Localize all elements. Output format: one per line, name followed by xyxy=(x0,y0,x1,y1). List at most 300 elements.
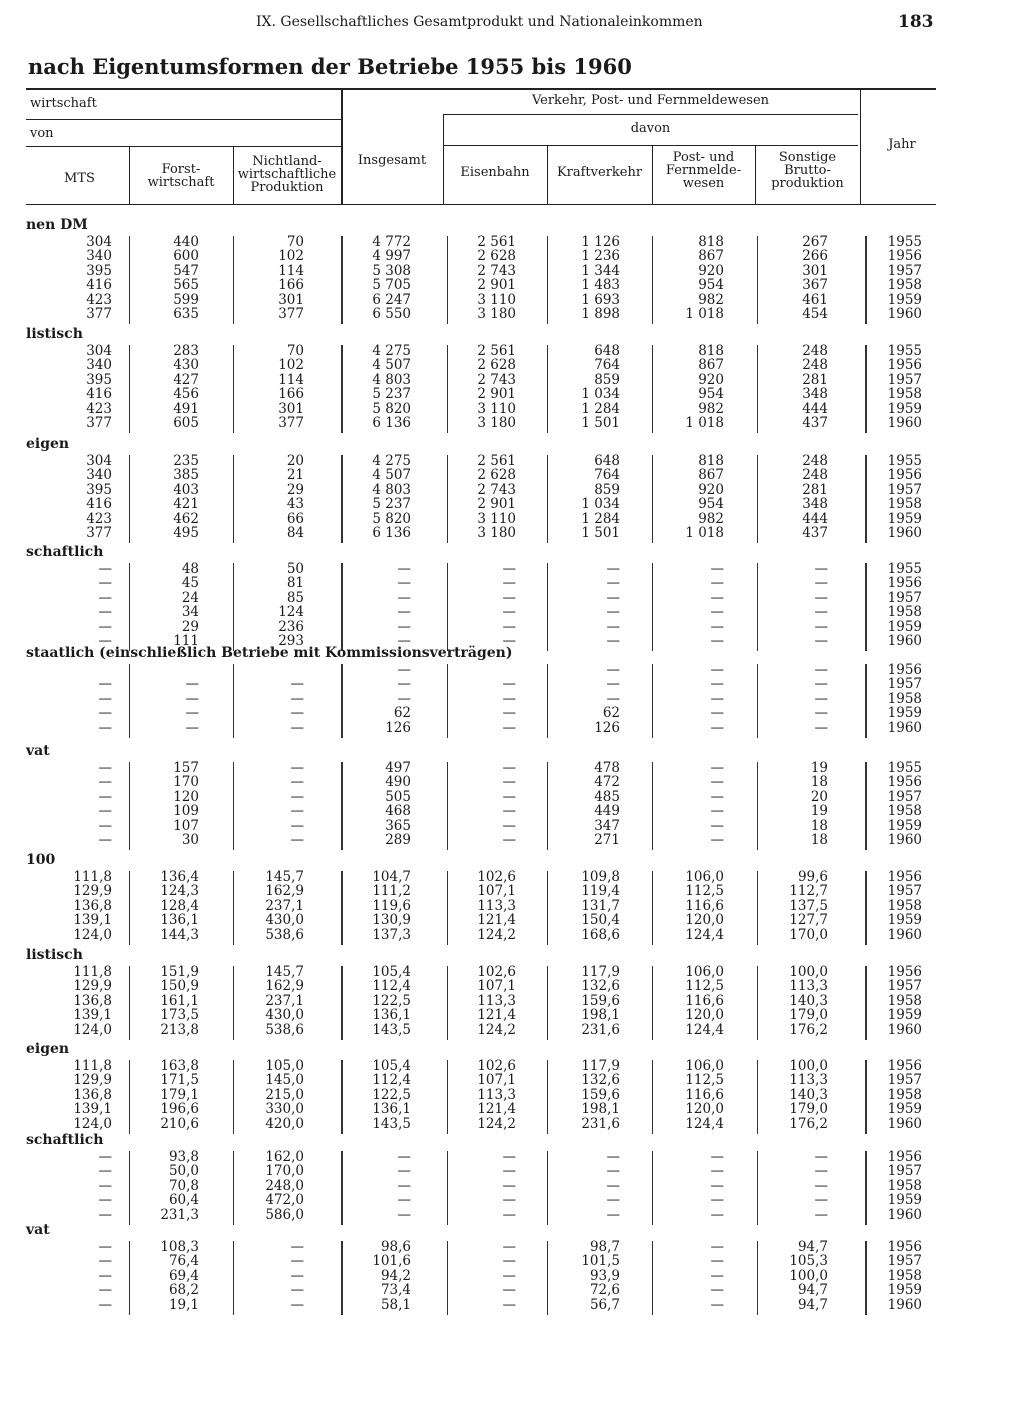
cell-post: — xyxy=(710,817,724,834)
cell-forst: 403 xyxy=(173,481,199,498)
table-row xyxy=(0,663,1024,677)
cell-insgesamt: 4 803 xyxy=(372,481,411,498)
cell-eisenbahn: — xyxy=(502,575,516,592)
table-row xyxy=(0,1117,1024,1131)
cell-sonstige: 113,3 xyxy=(789,1072,828,1089)
cell-sonstige: — xyxy=(814,618,828,635)
cell-eisenbahn: 2 628 xyxy=(477,357,516,374)
cell-mts: 139,1 xyxy=(73,1007,112,1024)
cell-forst: 144,3 xyxy=(160,926,199,943)
cell-insgesamt: 5 308 xyxy=(372,262,411,279)
cell-mts: — xyxy=(98,561,112,577)
cell-eisenbahn: — xyxy=(502,1282,516,1299)
cell-post: 954 xyxy=(698,277,724,294)
cell-nichtland: 84 xyxy=(286,525,304,541)
cell-kraftverkehr: 62 xyxy=(602,705,620,722)
cell-nichtland: 162,0 xyxy=(265,1149,304,1165)
cell-forst: 173,5 xyxy=(160,1007,199,1024)
cell-post: — xyxy=(710,589,724,606)
cell-sonstige: 248 xyxy=(802,453,828,469)
cell-mts: 139,1 xyxy=(73,1101,112,1118)
cell-mts: — xyxy=(98,1239,112,1255)
cell-mts: 136,8 xyxy=(73,1086,112,1103)
cell-insgesamt: 289 xyxy=(385,832,411,848)
cell-jahr: 1955 xyxy=(887,343,922,359)
cell-insgesamt: 112,4 xyxy=(372,1072,411,1089)
cell-post: — xyxy=(710,1163,724,1180)
cell-eisenbahn: 124,2 xyxy=(477,926,516,943)
cell-sonstige: 20 xyxy=(810,788,828,805)
cell-jahr: 1959 xyxy=(887,912,922,929)
cell-mts: 304 xyxy=(86,453,112,469)
cell-forst: 48 xyxy=(181,561,199,577)
cell-mts: 340 xyxy=(86,357,112,374)
cell-mts: 416 xyxy=(86,277,112,294)
cell-jahr: 1959 xyxy=(887,1282,922,1299)
cell-sonstige: 461 xyxy=(802,291,828,308)
header-von: von xyxy=(30,126,54,141)
cell-sonstige: — xyxy=(814,589,828,606)
cell-kraftverkehr: — xyxy=(606,633,620,649)
cell-mts: — xyxy=(98,589,112,606)
cell-post: — xyxy=(710,618,724,635)
cell-forst: 495 xyxy=(173,525,199,541)
cell-insgesamt: 143,5 xyxy=(372,1021,411,1038)
cell-mts: — xyxy=(98,832,112,848)
cell-insgesamt: 4 803 xyxy=(372,371,411,388)
cell-jahr: 1959 xyxy=(887,618,922,635)
cell-post: — xyxy=(710,604,724,621)
cell-nichtland: 301 xyxy=(278,291,304,308)
cell-nichtland: — xyxy=(290,1296,304,1313)
cell-eisenbahn: 2 628 xyxy=(477,467,516,484)
cell-post: 954 xyxy=(698,496,724,513)
cell-insgesamt: — xyxy=(397,561,411,577)
cell-insgesamt: 4 275 xyxy=(372,453,411,469)
cell-insgesamt: 98,6 xyxy=(380,1239,411,1255)
cell-post: 954 xyxy=(698,386,724,403)
cell-kraftverkehr: 117,9 xyxy=(581,964,620,980)
table-row xyxy=(0,278,1024,292)
cell-kraftverkehr: — xyxy=(606,575,620,592)
cell-eisenbahn: — xyxy=(502,1192,516,1209)
table-row xyxy=(0,307,1024,321)
cell-eisenbahn: — xyxy=(502,604,516,621)
cell-eisenbahn: 113,3 xyxy=(477,897,516,914)
cell-eisenbahn: — xyxy=(502,633,516,649)
cell-sonstige: 19 xyxy=(810,803,828,820)
cell-forst: 45 xyxy=(181,575,199,592)
cell-insgesamt: 4 275 xyxy=(372,343,411,359)
table-row xyxy=(0,512,1024,526)
cell-kraftverkehr: 101,5 xyxy=(581,1253,620,1270)
cell-sonstige: 176,2 xyxy=(789,1021,828,1038)
cell-post: 116,6 xyxy=(685,1086,724,1103)
cell-mts: 111,8 xyxy=(73,1058,112,1074)
cell-kraftverkehr: — xyxy=(606,690,620,707)
cell-forst: 547 xyxy=(173,262,199,279)
cell-sonstige: — xyxy=(814,676,828,693)
cell-mts: — xyxy=(98,676,112,693)
cell-eisenbahn: — xyxy=(502,1177,516,1194)
table-row xyxy=(0,677,1024,691)
table-row xyxy=(0,249,1024,263)
cell-kraftverkehr: — xyxy=(606,1192,620,1209)
cell-eisenbahn: 121,4 xyxy=(477,912,516,929)
cell-post: 112,5 xyxy=(685,978,724,995)
cell-nichtland: 236 xyxy=(278,618,304,635)
cell-kraftverkehr: 1 034 xyxy=(581,496,620,513)
cell-kraftverkehr: — xyxy=(606,1177,620,1194)
cell-nichtland: 248,0 xyxy=(265,1177,304,1194)
table-row xyxy=(0,1088,1024,1102)
cell-post: 867 xyxy=(698,357,724,374)
table-row xyxy=(0,1240,1024,1254)
table-row xyxy=(0,526,1024,540)
cell-nichtland: 377 xyxy=(278,306,304,322)
cell-kraftverkehr: 764 xyxy=(594,357,620,374)
header-wirtschaft-rule xyxy=(26,119,341,120)
cell-kraftverkehr: 56,7 xyxy=(589,1296,620,1313)
table-row xyxy=(0,1059,1024,1073)
cell-kraftverkehr: 150,4 xyxy=(581,912,620,929)
cell-jahr: 1960 xyxy=(887,1021,922,1038)
cell-sonstige: 267 xyxy=(802,234,828,250)
cell-forst: 150,9 xyxy=(160,978,199,995)
cell-sonstige: — xyxy=(814,719,828,736)
cell-forst: 108,3 xyxy=(160,1239,199,1255)
cell-post: 124,4 xyxy=(685,926,724,943)
cell-post: 124,4 xyxy=(685,1021,724,1038)
cell-insgesamt: 122,5 xyxy=(372,992,411,1009)
table-row xyxy=(0,1179,1024,1193)
cell-jahr: 1959 xyxy=(887,1192,922,1209)
cell-mts: 340 xyxy=(86,248,112,265)
cell-insgesamt: 4 507 xyxy=(372,467,411,484)
cell-sonstige: 140,3 xyxy=(789,1086,828,1103)
cell-mts: — xyxy=(98,618,112,635)
cell-insgesamt: 62 xyxy=(393,705,411,722)
cell-insgesamt: 136,1 xyxy=(372,1101,411,1118)
cell-jahr: 1960 xyxy=(887,1115,922,1132)
cell-forst: 29 xyxy=(181,618,199,635)
header-jahr: Jahr xyxy=(888,137,916,152)
table-row xyxy=(0,979,1024,993)
cell-eisenbahn: — xyxy=(502,803,516,820)
header-post: Post- und Fernmelde- wesen xyxy=(665,150,742,191)
cell-mts: — xyxy=(98,719,112,736)
cell-jahr: 1957 xyxy=(887,262,922,279)
cell-nichtland: 170,0 xyxy=(265,1163,304,1180)
table-row xyxy=(0,1283,1024,1297)
cell-sonstige: 94,7 xyxy=(797,1282,828,1299)
cell-jahr: 1958 xyxy=(887,1086,922,1103)
cell-post: — xyxy=(710,662,724,678)
cell-forst: 157 xyxy=(173,760,199,776)
cell-nichtland: 301 xyxy=(278,400,304,417)
cell-nichtland: — xyxy=(290,690,304,707)
cell-insgesamt: 505 xyxy=(385,788,411,805)
cell-nichtland: — xyxy=(290,817,304,834)
cell-forst: 70,8 xyxy=(168,1177,199,1194)
cell-sonstige: — xyxy=(814,705,828,722)
cell-jahr: 1957 xyxy=(887,589,922,606)
cell-jahr: 1960 xyxy=(887,415,922,431)
cell-mts: — xyxy=(98,1163,112,1180)
cell-mts: 395 xyxy=(86,481,112,498)
cell-kraftverkehr: — xyxy=(606,604,620,621)
cell-forst: 235 xyxy=(173,453,199,469)
cell-post: — xyxy=(710,1177,724,1194)
cell-jahr: 1956 xyxy=(887,964,922,980)
cell-post: 124,4 xyxy=(685,1115,724,1132)
cell-insgesamt: 111,2 xyxy=(372,883,411,900)
cell-post: 1 018 xyxy=(685,415,724,431)
cell-eisenbahn: 2 561 xyxy=(477,234,516,250)
cell-forst: 421 xyxy=(173,496,199,513)
table-row xyxy=(0,1150,1024,1164)
cell-jahr: 1955 xyxy=(887,760,922,776)
cell-post: — xyxy=(710,1282,724,1299)
cell-jahr: 1960 xyxy=(887,525,922,541)
cell-eisenbahn: 3 110 xyxy=(477,510,516,527)
cell-insgesamt: — xyxy=(397,1163,411,1180)
cell-eisenbahn: 107,1 xyxy=(477,883,516,900)
table-row xyxy=(0,1193,1024,1207)
cell-mts: 111,8 xyxy=(73,964,112,980)
header-nichtland: Nichtland- wirtschaftliche Produktion xyxy=(237,154,337,195)
cell-nichtland: 472,0 xyxy=(265,1192,304,1209)
cell-forst: 161,1 xyxy=(160,992,199,1009)
cell-forst: 24 xyxy=(181,589,199,606)
cell-insgesamt: 497 xyxy=(385,760,411,776)
section-label: schaftlich xyxy=(26,1132,104,1148)
cell-sonstige: 94,7 xyxy=(797,1296,828,1313)
header-divider xyxy=(341,88,343,204)
section-label: schaftlich xyxy=(26,544,104,560)
cell-insgesamt: 94,2 xyxy=(380,1267,411,1284)
cell-post: — xyxy=(710,690,724,707)
cell-nichtland: 430,0 xyxy=(265,1007,304,1024)
cell-nichtland: 50 xyxy=(286,561,304,577)
cell-sonstige: 176,2 xyxy=(789,1115,828,1132)
cell-insgesamt: 112,4 xyxy=(372,978,411,995)
cell-sonstige: 18 xyxy=(810,832,828,848)
table-row xyxy=(0,1254,1024,1268)
cell-sonstige: — xyxy=(814,662,828,678)
cell-mts: 129,9 xyxy=(73,978,112,995)
cell-mts: — xyxy=(98,633,112,649)
cell-eisenbahn: 2 628 xyxy=(477,248,516,265)
cell-post: 920 xyxy=(698,262,724,279)
cell-sonstige: 266 xyxy=(802,248,828,265)
cell-kraftverkehr: 1 501 xyxy=(581,415,620,431)
table-row xyxy=(0,454,1024,468)
cell-jahr: 1960 xyxy=(887,832,922,848)
cell-insgesamt: 104,7 xyxy=(372,869,411,885)
cell-post: — xyxy=(710,575,724,592)
cell-forst: 635 xyxy=(173,306,199,322)
table-row xyxy=(0,576,1024,590)
cell-kraftverkehr: 109,8 xyxy=(581,869,620,885)
cell-forst: — xyxy=(185,676,199,693)
cell-post: 112,5 xyxy=(685,1072,724,1089)
header-eisenbahn: Eisenbahn xyxy=(460,165,530,180)
cell-mts: — xyxy=(98,1296,112,1313)
cell-post: 982 xyxy=(698,400,724,417)
table-row xyxy=(0,819,1024,833)
cell-jahr: 1956 xyxy=(887,774,922,791)
cell-kraftverkehr: 159,6 xyxy=(581,1086,620,1103)
cell-nichtland: 105,0 xyxy=(265,1058,304,1074)
cell-jahr: 1958 xyxy=(887,690,922,707)
cell-insgesamt: 5 820 xyxy=(372,510,411,527)
cell-eisenbahn: — xyxy=(502,774,516,791)
cell-insgesamt: 58,1 xyxy=(380,1296,411,1313)
cell-forst: 283 xyxy=(173,343,199,359)
cell-jahr: 1956 xyxy=(887,1239,922,1255)
cell-post: — xyxy=(710,832,724,848)
table-row xyxy=(0,1102,1024,1116)
cell-kraftverkehr: 1 034 xyxy=(581,386,620,403)
cell-jahr: 1959 xyxy=(887,291,922,308)
cell-kraftverkehr: 1 344 xyxy=(581,262,620,279)
cell-kraftverkehr: 1 236 xyxy=(581,248,620,265)
cell-nichtland: 29 xyxy=(286,481,304,498)
cell-forst: 68,2 xyxy=(168,1282,199,1299)
cell-nichtland: — xyxy=(290,719,304,736)
cell-jahr: 1959 xyxy=(887,400,922,417)
cell-nichtland: — xyxy=(290,1267,304,1284)
cell-sonstige: 137,5 xyxy=(789,897,828,914)
header-wirtschaft: wirtschaft xyxy=(30,96,97,111)
cell-eisenbahn: 3 180 xyxy=(477,415,516,431)
cell-sonstige: 113,3 xyxy=(789,978,828,995)
cell-jahr: 1957 xyxy=(887,1163,922,1180)
cell-post: 120,0 xyxy=(685,912,724,929)
cell-insgesamt: — xyxy=(397,1192,411,1209)
cell-sonstige: 367 xyxy=(802,277,828,294)
cell-jahr: 1956 xyxy=(887,662,922,678)
table-row xyxy=(0,721,1024,735)
cell-post: 920 xyxy=(698,481,724,498)
cell-post: — xyxy=(710,788,724,805)
cell-eisenbahn: 121,4 xyxy=(477,1101,516,1118)
table-row xyxy=(0,402,1024,416)
cell-nichtland: 102 xyxy=(278,357,304,374)
cell-nichtland: — xyxy=(290,1239,304,1255)
cell-nichtland: 102 xyxy=(278,248,304,265)
cell-eisenbahn: — xyxy=(502,1206,516,1223)
cell-eisenbahn: — xyxy=(502,676,516,693)
cell-sonstige: 454 xyxy=(802,306,828,322)
cell-post: — xyxy=(710,1206,724,1223)
cell-sonstige: 179,0 xyxy=(789,1007,828,1024)
cell-forst: 600 xyxy=(173,248,199,265)
cell-post: — xyxy=(710,633,724,649)
cell-eisenbahn: 2 901 xyxy=(477,277,516,294)
cell-kraftverkehr: 1 284 xyxy=(581,400,620,417)
cell-eisenbahn: — xyxy=(502,788,516,805)
cell-forst: 163,8 xyxy=(160,1058,199,1074)
cell-eisenbahn: 2 901 xyxy=(477,496,516,513)
cell-eisenbahn: 3 110 xyxy=(477,400,516,417)
table-row xyxy=(0,416,1024,430)
cell-eisenbahn: 107,1 xyxy=(477,1072,516,1089)
header-davon-rule xyxy=(443,114,858,115)
cell-forst: 210,6 xyxy=(160,1115,199,1132)
cell-nichtland: 70 xyxy=(286,234,304,250)
cell-nichtland: 538,6 xyxy=(265,1021,304,1038)
header-von-rule xyxy=(26,146,341,147)
cell-jahr: 1958 xyxy=(887,496,922,513)
cell-insgesamt: 6 550 xyxy=(372,306,411,322)
cell-mts: — xyxy=(98,1192,112,1209)
cell-post: 982 xyxy=(698,291,724,308)
cell-eisenbahn: 2 901 xyxy=(477,386,516,403)
cell-kraftverkehr: — xyxy=(606,1163,620,1180)
cell-jahr: 1960 xyxy=(887,1206,922,1223)
cell-jahr: 1958 xyxy=(887,604,922,621)
cell-eisenbahn: 113,3 xyxy=(477,1086,516,1103)
cell-post: 867 xyxy=(698,467,724,484)
cell-sonstige: 19 xyxy=(810,760,828,776)
cell-sonstige: 100,0 xyxy=(789,964,828,980)
cell-forst: 93,8 xyxy=(168,1149,199,1165)
cell-mts: 304 xyxy=(86,234,112,250)
cell-kraftverkehr: 859 xyxy=(594,481,620,498)
cell-kraftverkehr: — xyxy=(606,676,620,693)
cell-post: — xyxy=(710,1149,724,1165)
cell-mts: — xyxy=(98,1267,112,1284)
cell-mts: — xyxy=(98,705,112,722)
cell-post: 116,6 xyxy=(685,897,724,914)
cell-sonstige: — xyxy=(814,1163,828,1180)
cell-forst: — xyxy=(185,690,199,707)
cell-mts: — xyxy=(98,803,112,820)
cell-nichtland: — xyxy=(290,1282,304,1299)
header-verkehr-group: Verkehr, Post- und Fernmeldewesen xyxy=(531,93,770,108)
cell-forst: 136,1 xyxy=(160,912,199,929)
table-row xyxy=(0,994,1024,1008)
cell-jahr: 1957 xyxy=(887,371,922,388)
cell-insgesamt: 130,9 xyxy=(372,912,411,929)
cell-jahr: 1960 xyxy=(887,633,922,649)
cell-jahr: 1956 xyxy=(887,357,922,374)
cell-jahr: 1959 xyxy=(887,1101,922,1118)
cell-forst: 107 xyxy=(173,817,199,834)
cell-insgesamt: 5 705 xyxy=(372,277,411,294)
cell-post: 1 018 xyxy=(685,525,724,541)
cell-insgesamt: — xyxy=(397,589,411,606)
cell-jahr: 1958 xyxy=(887,803,922,820)
cell-sonstige: 281 xyxy=(802,481,828,498)
cell-jahr: 1957 xyxy=(887,978,922,995)
cell-eisenbahn: 3 180 xyxy=(477,306,516,322)
table-row xyxy=(0,1208,1024,1222)
cell-post: — xyxy=(710,1267,724,1284)
cell-nichtland: 21 xyxy=(286,467,304,484)
cell-mts: 395 xyxy=(86,262,112,279)
cell-post: — xyxy=(710,705,724,722)
cell-eisenbahn: — xyxy=(502,760,516,776)
cell-sonstige: 444 xyxy=(802,400,828,417)
cell-insgesamt: — xyxy=(397,1149,411,1165)
cell-kraftverkehr: 117,9 xyxy=(581,1058,620,1074)
cell-post: 106,0 xyxy=(685,1058,724,1074)
cell-jahr: 1957 xyxy=(887,1072,922,1089)
cell-post: 920 xyxy=(698,371,724,388)
